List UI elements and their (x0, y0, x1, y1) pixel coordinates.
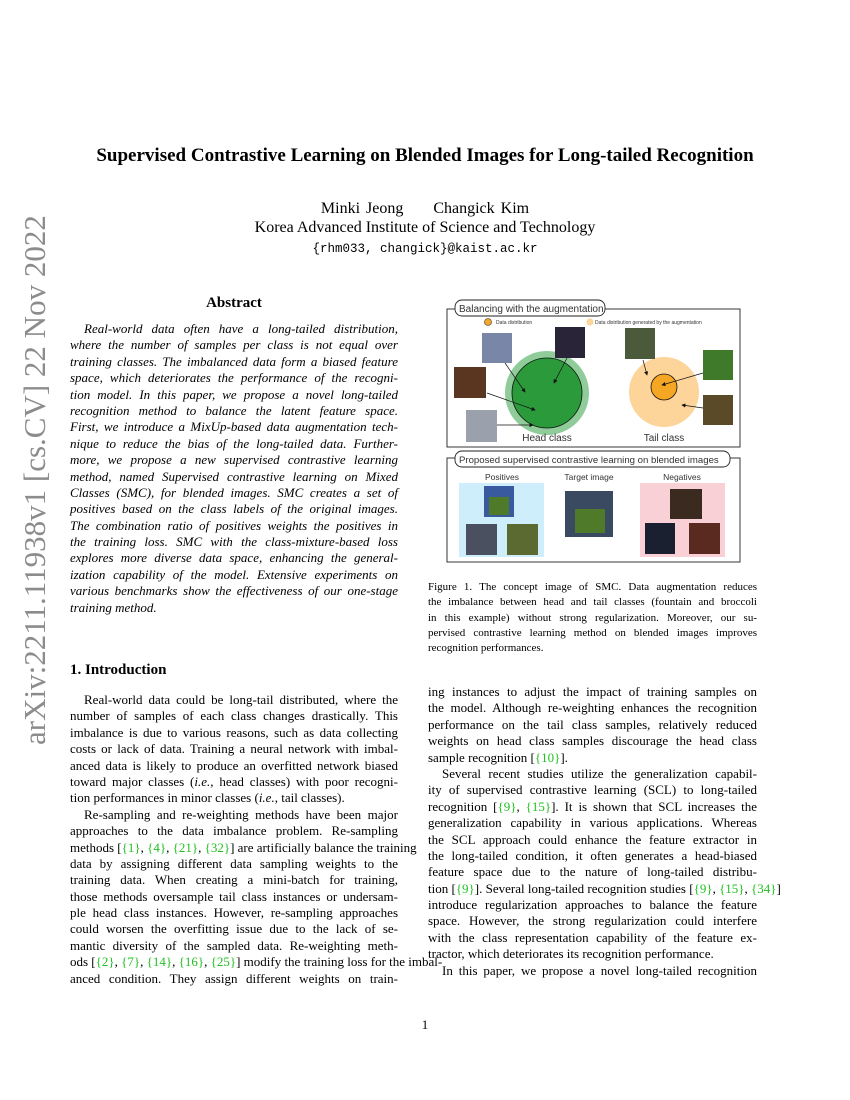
text-line: number of samples of each class changes drastically. This (70, 708, 398, 724)
text-line: training classes. The imbalanced data form a biased feature (70, 353, 398, 369)
email: {rhm033, changick}@kaist.ac.kr (312, 242, 538, 256)
text-line: tion performances in minor classes (i.e., tail classes). (70, 790, 345, 806)
citation-link[interactable]: {10} (534, 749, 561, 765)
citation-link[interactable]: {15} (719, 880, 745, 896)
positive-image (507, 524, 538, 555)
text-line: in this example) without strong regularization. Moreover, our su- (428, 611, 757, 624)
text-line: toward major classes (i.e., head classes) with poor recogni- (70, 773, 398, 789)
broccoli-image (703, 350, 733, 380)
text-line: data by assigning different data sampling weights to the (70, 855, 398, 871)
tail-class-label: Tail class (643, 433, 685, 444)
citation-link[interactable]: {21} (172, 839, 199, 855)
citation-link[interactable]: {2} (95, 954, 115, 970)
text-line: more, we propose a new supervised contrastive learning (70, 452, 398, 468)
legend-original: Data distribution (496, 320, 533, 326)
text-line: tractor, which deteriorates its recognition performance. (428, 946, 714, 962)
arxiv-stamp: arXiv:2211.11938v1 [cs.CV] 22 Nov 2022 (17, 215, 52, 745)
text-line: space. However, the strong regularization could interfere (428, 913, 757, 929)
citation-link[interactable]: {9} (455, 880, 475, 896)
text-line: The combination ratio of positives weights the positives in (70, 517, 398, 533)
text-line: Real-world data often have a long-tailed distribution, (84, 321, 398, 336)
text-line: generalization capability in various applications. Whereas (428, 815, 757, 831)
emphasis: i.e. (258, 790, 275, 806)
text-line: introduce regularization approaches to balance the feature (428, 897, 757, 913)
text-line: anced condition. They assign different weights on train- (70, 970, 398, 986)
abstract-heading: Abstract (206, 295, 262, 311)
negative-image (670, 489, 702, 519)
legend-original-dot (485, 319, 492, 326)
citation-link[interactable]: {9} (497, 798, 517, 814)
text-line: ing instances to adjust the impact of training samples on (428, 684, 757, 699)
citation-link[interactable]: {32} (204, 839, 231, 855)
text-line: feature space due to the nature of long-tailed distribu- (428, 864, 757, 880)
text-line: method, named Supervised contrastive learning on Mixed (70, 468, 398, 484)
head-original-circle (512, 358, 582, 428)
text-line: costs or lack of data. Training a neural network with imbal- (70, 741, 398, 757)
tail-original-circle (651, 374, 677, 400)
text-line: various benchmarks show the effectiveness of our one-stage (70, 583, 398, 599)
text-line: the training loss. SMC with the class-mixture-based loss (70, 534, 398, 550)
text-line: ods [{2}, {7}, {14}, {16}, {25}] modify the training loss for the imbal- (70, 954, 443, 970)
citation-link[interactable]: {34} (751, 880, 777, 896)
text-line: where the number of samples per class is not equal over (70, 337, 398, 353)
text-line: the model. Although re-weighting enhances the recognition (428, 700, 757, 716)
text-line: Several recent studies utilize the generalization capabil- (442, 765, 757, 781)
text-line: anced data is likely to produce an overfitted network biased (70, 757, 398, 773)
citation-link[interactable]: {25} (210, 954, 237, 970)
text-line: sample recognition [{10}]. (428, 749, 568, 765)
text-line: tion model. In this paper, we propose a novel long-tailed (70, 386, 398, 402)
figure-caption (428, 580, 757, 656)
citation-link[interactable]: {9} (693, 880, 713, 896)
text-line: approaches to the data imbalance problem. Re-sampling (70, 823, 398, 839)
text-line: recognition method to balance the latent feature space. (70, 402, 398, 418)
text-line: mantic diversity of the sampled data. Re-weighting meth- (70, 937, 398, 953)
panel2-title: Proposed supervised contrastive learning on blended images (459, 455, 719, 466)
fountain-image (555, 327, 585, 358)
text-line: training data. When creating a mini-batch for training, (70, 872, 398, 888)
panel1-title: Balancing with the augmentation (459, 304, 604, 315)
fountain-image (482, 333, 512, 363)
page-number: 1 (421, 1017, 429, 1032)
text-line: Real-world data could be long-tail distributed, where the (84, 692, 398, 707)
text-line: weights on head class samples discourage the head class (428, 733, 757, 749)
text-line: recognition [{9}, {15}]. It is shown that SCL increases the (428, 798, 757, 814)
text-line: Classes (SMC), for blended images. SMC creates a set of (70, 484, 398, 500)
text-line: performance on the tail class samples, relatively reduced (428, 716, 757, 732)
text-line: space, which deteriorates the performance of the recogni- (70, 370, 398, 386)
legend-augmented-dot (587, 319, 594, 326)
text-line: In this paper, we propose a novel long-tailed recognition (442, 962, 757, 978)
negative-image (689, 523, 720, 554)
text-line: tion [{9}]. Several long-tailed recognition studies [{9}, {15}, {34}] (428, 880, 781, 896)
text-line: the long-tailed condition, it often generates a head-biased (428, 847, 757, 863)
negative-image (645, 523, 675, 554)
paper-title: Supervised Contrastive Learning on Blended Images for Long-tailed Recognition (96, 145, 754, 166)
text-line: with the class representation capability of the feature ex- (428, 929, 757, 945)
intro-heading: 1. Introduction (70, 662, 167, 678)
text-line: explores more diverse data space, enhancing the general- (70, 550, 398, 566)
text-line: ity of supervised contrastive learning (SCL) to long-tailed (428, 782, 757, 798)
affiliation: Korea Advanced Institute of Science and Technology (254, 219, 596, 236)
blended-image (625, 328, 655, 359)
text-line: the SCL approach could enhance the feature extractor in (428, 831, 757, 847)
citation-link[interactable]: {15} (525, 798, 552, 814)
citation-link[interactable]: {4} (147, 839, 167, 855)
text-line: Figure 1. The concept image of SMC. Data augmentation reduces (428, 581, 757, 593)
legend-augmented: Data distribution generated by the augmentation (595, 320, 702, 326)
emphasis: i.e. (194, 773, 211, 789)
text-line: positives based on the class labels of the original images. (70, 501, 398, 517)
citation-link[interactable]: {1} (121, 839, 141, 855)
negatives-label: Negatives (663, 472, 701, 482)
text-line: pervised contrastive learning method on blended images improves (428, 626, 757, 639)
blended-image (703, 395, 733, 425)
text-line: Re-sampling and re-weighting methods have been major (84, 806, 398, 822)
text-line: First, we introduce a MixUp-based data augmentation tech- (70, 419, 398, 435)
positive-image (466, 524, 497, 555)
text-line: methods [{1}, {4}, {21}, {32}] are artificially balance the training (70, 839, 417, 855)
citation-link[interactable]: {7} (121, 954, 141, 970)
intro-right-column (428, 684, 781, 979)
positives-label: Positives (484, 472, 520, 482)
head-class-label: Head class (522, 433, 572, 444)
text-line: those methods oversample tail class instances or undersam- (70, 888, 398, 904)
citation-link[interactable]: {16} (178, 954, 205, 970)
figure-1 (445, 295, 745, 565)
text-line: ple head class instances. However, re-sampling approaches (70, 905, 398, 921)
text-line: training method. (70, 599, 157, 615)
text-line: imbalance is due to various reasons, such as data collecting (70, 724, 398, 740)
target-label: Target image (564, 472, 614, 482)
text-line: recognition performances. (428, 642, 544, 655)
fountain-image (454, 367, 486, 398)
text-line: ization capability of the model. Extensive experiments on (70, 566, 398, 582)
abstract-body (70, 321, 398, 616)
text-line: could worsen the overfitting issue due to the lack of se- (70, 921, 398, 937)
text-line: nique to reduce the bias of the long-tailed data. Further- (70, 435, 398, 451)
car-image (466, 410, 497, 442)
authors: Minki Jeong Changick Kim (320, 200, 530, 217)
intro-left-column (70, 692, 443, 987)
citation-link[interactable]: {14} (146, 954, 173, 970)
text-line: the imbalance between head and tail classes (fountain and broccoli (428, 596, 757, 609)
